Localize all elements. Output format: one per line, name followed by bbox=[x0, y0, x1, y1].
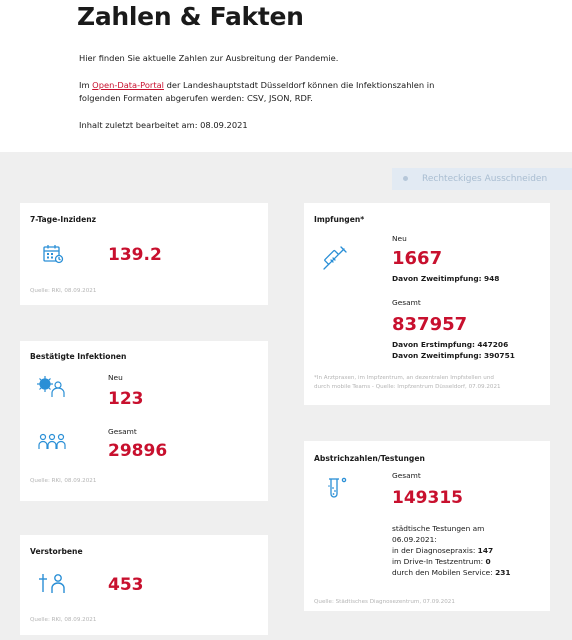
total-label: Gesamt bbox=[108, 427, 137, 436]
second-dose-line: Davon Zweitimpfung: 390751 bbox=[392, 351, 515, 360]
intro-text: Hier finden Sie aktuelle Zahlen zur Ausbreitung der Pandemie. bbox=[79, 53, 339, 63]
total-tests-value: 149315 bbox=[392, 488, 463, 508]
source-text: Quelle: Städtisches Diagnosezentrum, 07.09.2021 bbox=[314, 599, 455, 605]
incidence-card bbox=[20, 203, 268, 305]
last-edited-text: Inhalt zuletzt bearbeitet am: 08.09.2021 bbox=[79, 120, 248, 130]
source-text: Quelle: RKI, 08.09.2021 bbox=[30, 617, 97, 623]
group-icon bbox=[37, 432, 67, 450]
card-title: Abstrichzahlen/Testungen bbox=[314, 454, 425, 463]
new-vaccinations-value: 1667 bbox=[392, 248, 443, 269]
syringe-icon bbox=[322, 245, 348, 271]
footnote-line-1: *In Arztpraxen, im Impfzentrum, an dezentralen Impfstellen und bbox=[314, 375, 494, 381]
total-label: Gesamt bbox=[392, 298, 421, 307]
tests-detail: städtische Testungen am 06.09.2021: in der Diagnosepraxis: 147 im Drive-In Testzentrum: 0 durch den Mobilen Service: 231 bbox=[392, 524, 511, 577]
snipping-overlay-button[interactable] bbox=[392, 168, 572, 190]
vaccinations-card bbox=[304, 203, 550, 405]
card-title: Verstorbene bbox=[30, 547, 83, 556]
new-label: Neu bbox=[392, 234, 407, 243]
new-label: Neu bbox=[108, 373, 123, 382]
total-infections-value: 29896 bbox=[108, 441, 168, 461]
test-tube-icon bbox=[326, 476, 348, 502]
card-title: 7-Tage-Inzidenz bbox=[30, 215, 97, 224]
record-dot-icon bbox=[403, 176, 408, 181]
snipping-overlay-label: Rechteckiges Ausschneiden bbox=[422, 174, 548, 184]
calendar-icon bbox=[42, 243, 64, 265]
infections-card bbox=[20, 341, 268, 501]
source-text: Quelle: RKI, 08.09.2021 bbox=[30, 478, 97, 484]
page-title: Zahlen & Fakten bbox=[77, 2, 304, 31]
formats-text: folgenden Formaten abgerufen werden: CSV, JSON, RDF. bbox=[79, 93, 313, 103]
card-title: Bestätigte Infektionen bbox=[30, 352, 127, 361]
total-vaccinations-value: 837957 bbox=[392, 314, 468, 335]
virus-person-icon bbox=[36, 374, 66, 398]
deaths-value: 453 bbox=[108, 575, 144, 595]
source-text: Quelle: RKI, 08.09.2021 bbox=[30, 288, 97, 294]
header-section bbox=[0, 0, 572, 152]
cross-person-icon bbox=[38, 572, 68, 594]
open-data-text: Im Open-Data-Portal der Landeshauptstadt Düsseldorf können die Infektionszahlen in bbox=[79, 80, 435, 90]
footnote-line-2: durch mobile Teams - Quelle: Impfzentrum Düsseldorf, 07.09.2021 bbox=[314, 384, 501, 390]
new-second-dose: Davon Zweitimpfung: 948 bbox=[392, 274, 500, 283]
deaths-card bbox=[20, 535, 268, 635]
incidence-value: 139.2 bbox=[108, 245, 162, 265]
new-infections-value: 123 bbox=[108, 389, 144, 409]
total-label: Gesamt bbox=[392, 471, 421, 480]
first-dose-line: Davon Erstimpfung: 447206 bbox=[392, 340, 509, 349]
card-title: Impfungen* bbox=[314, 215, 365, 224]
tests-card bbox=[304, 441, 550, 611]
open-data-portal-link[interactable]: Open-Data-Portal bbox=[92, 80, 164, 90]
